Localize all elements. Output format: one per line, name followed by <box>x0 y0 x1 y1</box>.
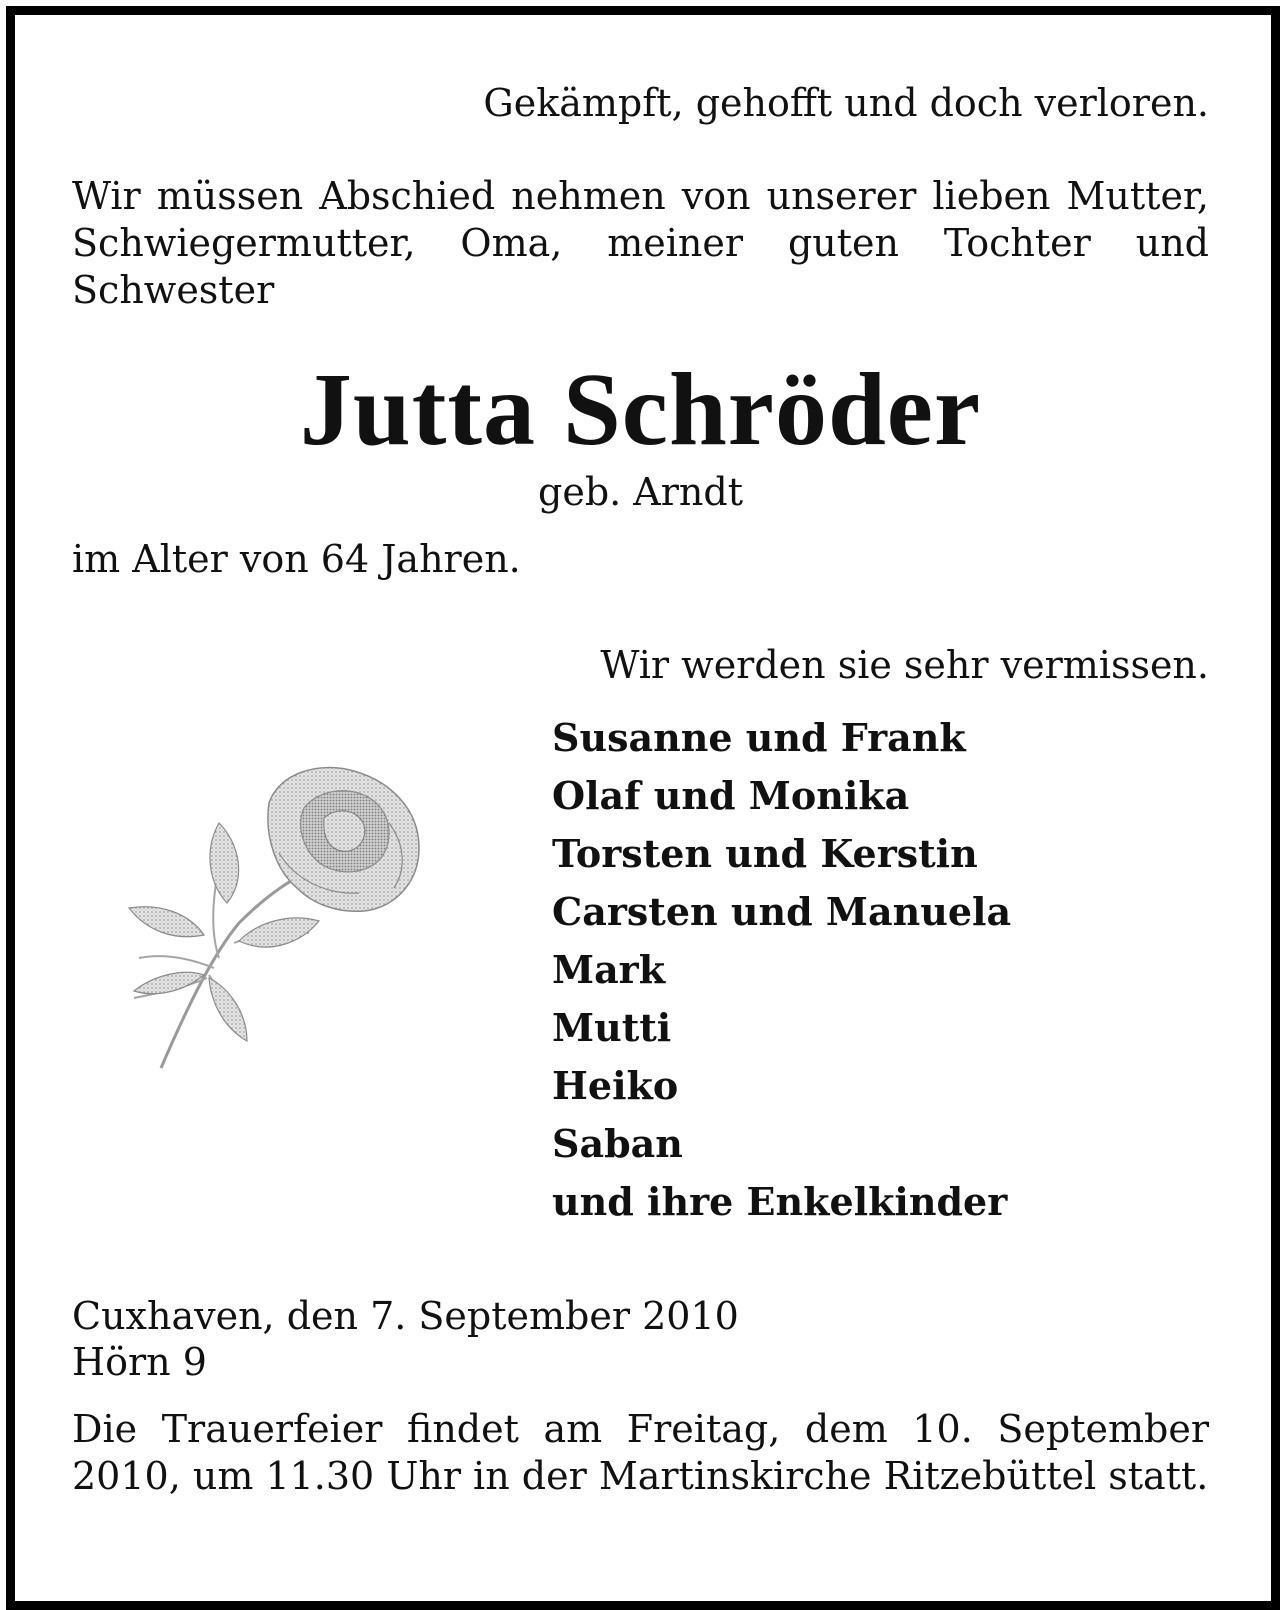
family-member: Mark <box>552 947 666 992</box>
family-member: Torsten und Kerstin <box>552 831 978 876</box>
miss-line: Wir werden sie sehr vermissen. <box>600 643 1209 687</box>
intro-text: Wir müssen Abschied nehmen von unserer lieben Mutter, Schwiegermutter, Oma, meiner guten Tochter und Schwester <box>72 174 1209 312</box>
deceased-name: Jutta Schröder <box>299 352 982 467</box>
family-member: Mutti <box>552 1005 672 1050</box>
family-list <box>552 709 1011 1231</box>
family-member: Susanne und Frank <box>552 715 966 760</box>
family-member: Saban <box>552 1121 683 1166</box>
maiden-name: geb. Arndt <box>538 470 743 514</box>
age-line: im Alter von 64 Jahren. <box>72 537 521 581</box>
place-date: Cuxhaven, den 7. September 2010 <box>72 1294 739 1338</box>
rose-icon <box>119 763 439 1083</box>
place-and-address <box>72 1293 739 1385</box>
family-member: Olaf und Monika <box>552 773 910 818</box>
family-member: Carsten und Manuela <box>552 889 1012 934</box>
motto: Gekämpft, gehofft und doch verloren. <box>483 81 1209 125</box>
family-member: und ihre Enkelkinder <box>552 1179 1008 1224</box>
obituary-frame <box>6 6 1280 1610</box>
address: Hörn 9 <box>72 1340 207 1384</box>
funeral-info: Die Trauerfeier findet am Freitag, dem 10. September 2010, um 11.30 Uhr in der Martinskirche Ritzebüttel statt. <box>72 1407 1209 1498</box>
obituary-content <box>72 15 1209 1601</box>
family-member: Heiko <box>552 1063 679 1108</box>
